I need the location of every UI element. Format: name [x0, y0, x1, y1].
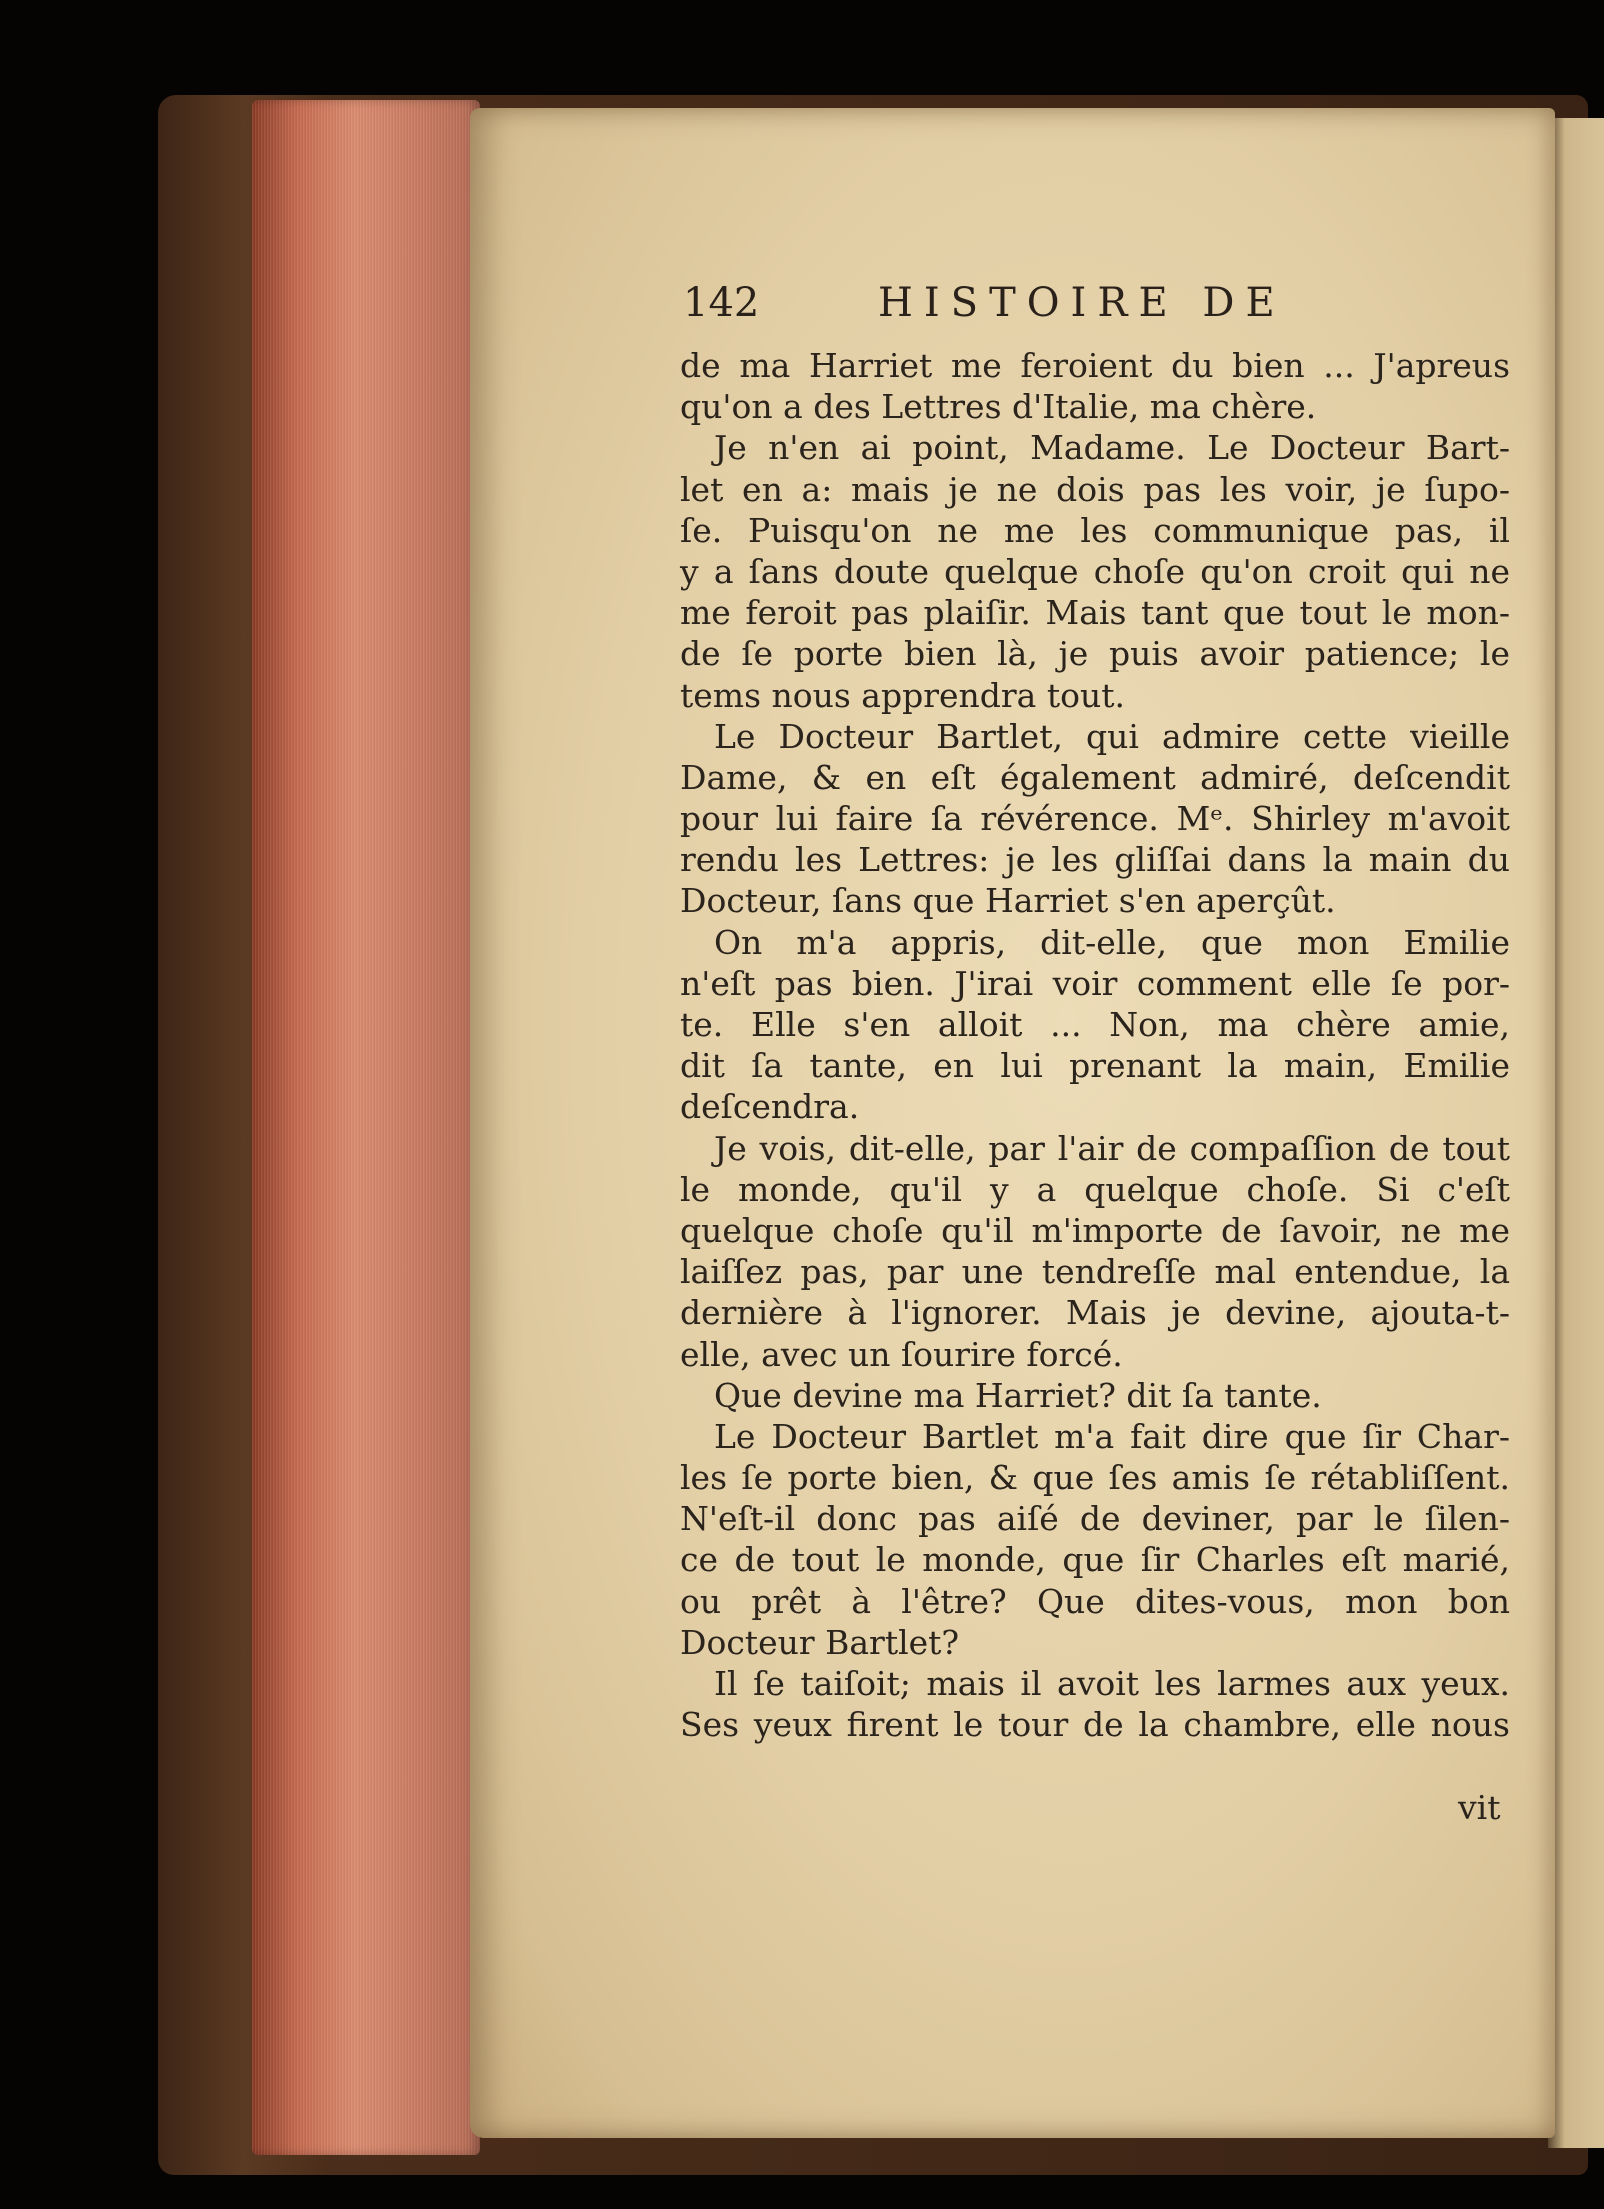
text-line: pour lui faire ſa révérence. Mᵉ. Shirley m'avoit	[680, 799, 1510, 839]
text-line: qu'on a des Lettres d'Italie, ma chère.	[680, 387, 1317, 427]
text-line: Le Docteur Bartlet m'a fait dire que ſir Char-	[714, 1416, 1510, 1456]
text-line: deſcendra.	[680, 1087, 860, 1127]
text-line: Docteur, ſans que Harriet s'en aperçût.	[680, 881, 1336, 921]
text-line: Que devine ma Harriet? dit ſa tante.	[714, 1375, 1322, 1415]
catchword: vit	[1458, 1788, 1501, 1827]
text-line: les ſe porte bien, & que ſes amis ſe rétabliſſent.	[680, 1458, 1510, 1498]
text-line: Dame, & en eſt également admiré, deſcendit	[680, 757, 1510, 797]
text-line: tems nous apprendra tout.	[680, 675, 1125, 715]
text-line: elle, avec un ſourire forcé.	[680, 1334, 1123, 1374]
page-edges-block	[252, 100, 480, 2155]
text-line: dit ſa tante, en lui prenant la main, Emilie	[680, 1046, 1510, 1086]
running-head	[683, 280, 1539, 340]
text-line: te. Elle s'en alloit ... Non, ma chère amie,	[680, 1005, 1510, 1044]
text-line: de ma Harriet me feroient du bien ... J'apreus	[680, 346, 1510, 385]
text-line: laiſſez pas, par une tendreſſe mal entendue, la	[680, 1252, 1510, 1292]
text-line: rendu les Lettres: je les gliſſai dans la main du	[680, 840, 1510, 880]
text-line: Docteur Bartlet?	[680, 1622, 960, 1662]
text-line: Ses yeux firent le tour de la chambre, elle nous	[680, 1705, 1510, 1745]
text-line: On m'a appris, dit-elle, que mon Emilie	[714, 922, 1510, 962]
text-line: Il ſe taiſoit; mais il avoit les larmes aux yeux.	[714, 1664, 1510, 1703]
text-line: ce de tout le monde, que ſir Charles eſt marié,	[680, 1540, 1510, 1580]
text-line: le monde, qu'il y a quelque choſe. Si c'eſt	[680, 1169, 1510, 1209]
facing-page-edge	[1548, 118, 1604, 2148]
body-text	[680, 345, 1510, 1745]
text-line: N'eſt-il donc pas aiſé de deviner, par le ſilen-	[680, 1499, 1510, 1539]
running-title: HISTOIRE DE	[878, 280, 1286, 326]
text-line: quelque choſe qu'il m'importe de ſavoir, ne me	[680, 1210, 1510, 1250]
text-line: me feroit pas plaiſir. Mais tant que tout le mon-	[680, 593, 1510, 633]
text-line: n'eſt pas bien. J'irai voir comment elle ſe por-	[680, 963, 1510, 1003]
text-line: let en a: mais je ne dois pas les voir, je ſupo-	[680, 469, 1510, 509]
text-line: Le Docteur Bartlet, qui admire cette vieille	[714, 716, 1510, 756]
text-line: dernière à l'ignorer. Mais je devine, ajouta-t-	[680, 1293, 1510, 1333]
text-line: ou prêt à l'être? Que dites-vous, mon bon	[680, 1581, 1510, 1621]
text-line: Je vois, dit-elle, par l'air de compaſſion de tout	[714, 1128, 1510, 1168]
page-number: 142	[683, 280, 760, 326]
text-line: Je n'en ai point, Madame. Le Docteur Bart-	[714, 428, 1510, 468]
text-line: ſe. Puisqu'on ne me les communique pas, il	[680, 510, 1510, 550]
text-line: de ſe porte bien là, je puis avoir patience; le	[680, 634, 1510, 674]
text-line: y a ſans doute quelque choſe qu'on croit qui ne	[680, 551, 1510, 591]
